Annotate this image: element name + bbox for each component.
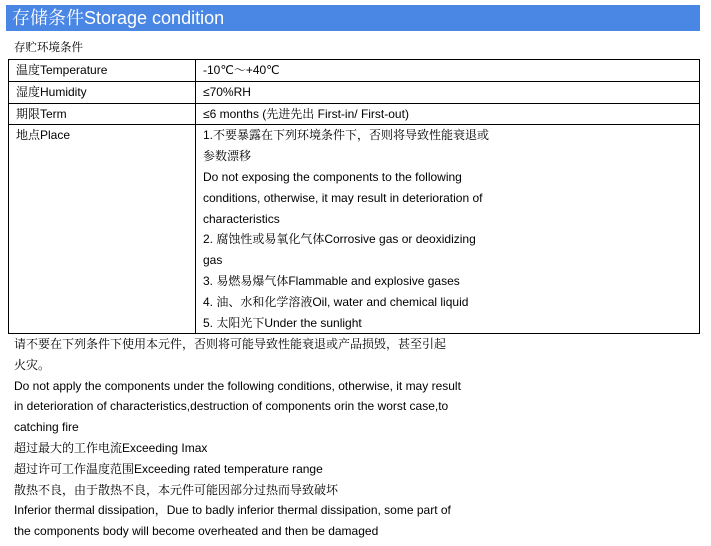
place-value-line: characteristics — [203, 211, 280, 226]
storage-conditions-table — [8, 59, 700, 334]
table-row-term — [9, 103, 700, 125]
table-row-temperature — [9, 60, 700, 82]
place-value-line: Do not exposing the components to the following — [203, 169, 462, 184]
place-value-line: gas — [203, 253, 223, 268]
place-value-line: conditions, otherwise, it may result in deterioration of — [203, 190, 483, 205]
table-row-place — [9, 125, 700, 334]
temperature-value — [196, 60, 700, 82]
humidity-label: 湿度Humidity — [9, 81, 196, 103]
place-value-line: 1.不要暴露在下列环境条件下，否则将导致性能衰退或 — [203, 128, 490, 143]
place-label: 地点Place — [9, 125, 196, 334]
note-line: 散热不良，由于散热不良，本元件可能因部分过热而导致破坏 — [14, 482, 339, 497]
place-value-line: 3. 易燃易爆气体Flammable and explosive gases — [203, 273, 460, 288]
note-line: 超过许可工作温度范围Exceeding rated temperature range — [14, 461, 323, 476]
note-line: Do not apply the components under the following conditions, otherwise, it may result — [14, 378, 461, 393]
note-line: 请不要在下列条件下使用本元件，否则将可能导致性能衰退或产品损毁，甚至引起 — [14, 337, 447, 351]
term-label: 期限Term — [9, 103, 196, 125]
note-line: in deterioration of characteristics,destruction of components orin the worst case,to — [14, 399, 449, 414]
note-line: 火灾。 — [14, 357, 51, 372]
humidity-value-line: ≤70%RH — [203, 84, 251, 99]
term-value — [196, 103, 700, 125]
place-value-line: 参数漂移 — [203, 149, 252, 164]
term-value-line: ≤6 months (先进先出 First-in/ First-out) — [203, 106, 409, 121]
place-value-line: 2. 腐蚀性或易氧化气体Corrosive gas or deoxidizing — [203, 232, 476, 247]
usage-warning-notes — [14, 334, 704, 542]
table-row-humidity — [9, 81, 700, 103]
note-line: Inferior thermal dissipation，Due to badly inferior thermal dissipation, some part of — [14, 503, 451, 518]
note-line: catching fire — [14, 420, 79, 435]
humidity-value — [196, 81, 700, 103]
note-line: 超过最大的工作电流Exceeding Imax — [14, 440, 208, 455]
place-value-line: 5. 太阳光下Under the sunlight — [203, 315, 362, 330]
storage-environment-label: 存贮环境条件 — [14, 40, 83, 54]
note-line: the components body will become overheated and then be damaged — [14, 524, 379, 539]
place-value-line: 4. 油、水和化学溶液Oil, water and chemical liquid — [203, 294, 469, 309]
section-header: 存储条件Storage condition — [6, 5, 700, 31]
temperature-value-line: -10℃～+40℃ — [203, 63, 280, 77]
place-value — [196, 125, 700, 334]
temperature-label: 温度Temperature — [9, 60, 196, 82]
